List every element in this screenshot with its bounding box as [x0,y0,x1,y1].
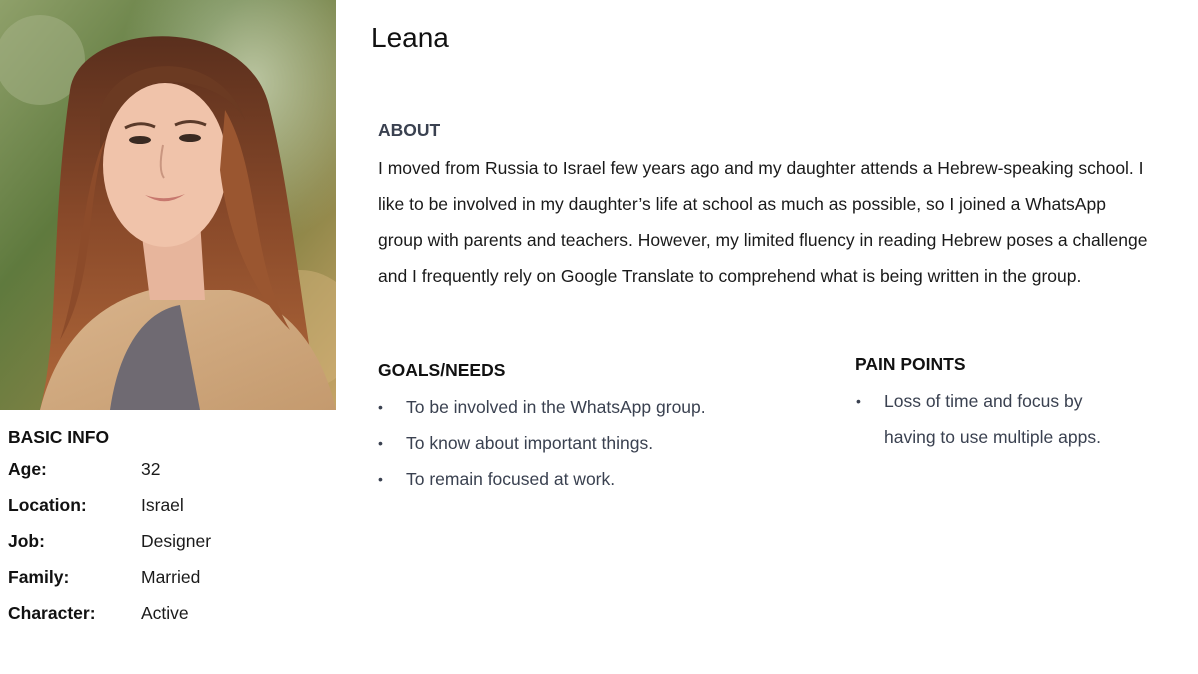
bullet-icon: • [378,471,383,487]
bullet-icon: • [378,435,383,451]
info-label: Location: [8,495,87,515]
info-value: 32 [141,459,161,479]
info-label: Family: [8,567,70,587]
info-value: Designer [141,531,212,551]
info-label: Character: [8,603,96,623]
pain-points-title: PAIN POINTS [855,354,966,374]
bullet-icon: • [378,399,383,415]
list-item [856,383,1126,455]
list-item [378,425,818,461]
info-label: Age: [8,459,47,479]
info-label: Job: [8,531,45,551]
bullet-icon: • [856,393,861,409]
info-value: Israel [141,495,184,515]
info-value: Active [141,603,189,623]
persona-name: Leana [371,22,449,53]
pain-points-list [856,383,1126,455]
goals-list [378,389,818,497]
about-text: I moved from Russia to Israel few years ago and my daughter attends a Hebrew-speaking school. I like to be involved in my daughter’s life at school as much as possible, so I joined a WhatsApp group with parents and teachers. However, my limited fluency in reading Hebrew poses a challenge and I frequently rely on Google Translate to comprehend what is being written in the group. [378,158,1148,286]
goal-text: To know about important things. [406,433,654,453]
portrait-photo-icon [0,0,336,410]
basic-info-title: BASIC INFO [8,427,110,447]
goals-title: GOALS/NEEDS [378,360,506,380]
about-title: ABOUT [378,120,441,140]
goal-text: To remain focused at work. [406,469,616,489]
persona-photo [0,0,336,410]
list-item [378,389,818,425]
info-value: Married [141,567,201,587]
goal-text: To be involved in the WhatsApp group. [406,397,706,417]
list-item [378,461,818,497]
pain-point-text: Loss of time and focus by having to use multiple apps. [884,391,1101,447]
